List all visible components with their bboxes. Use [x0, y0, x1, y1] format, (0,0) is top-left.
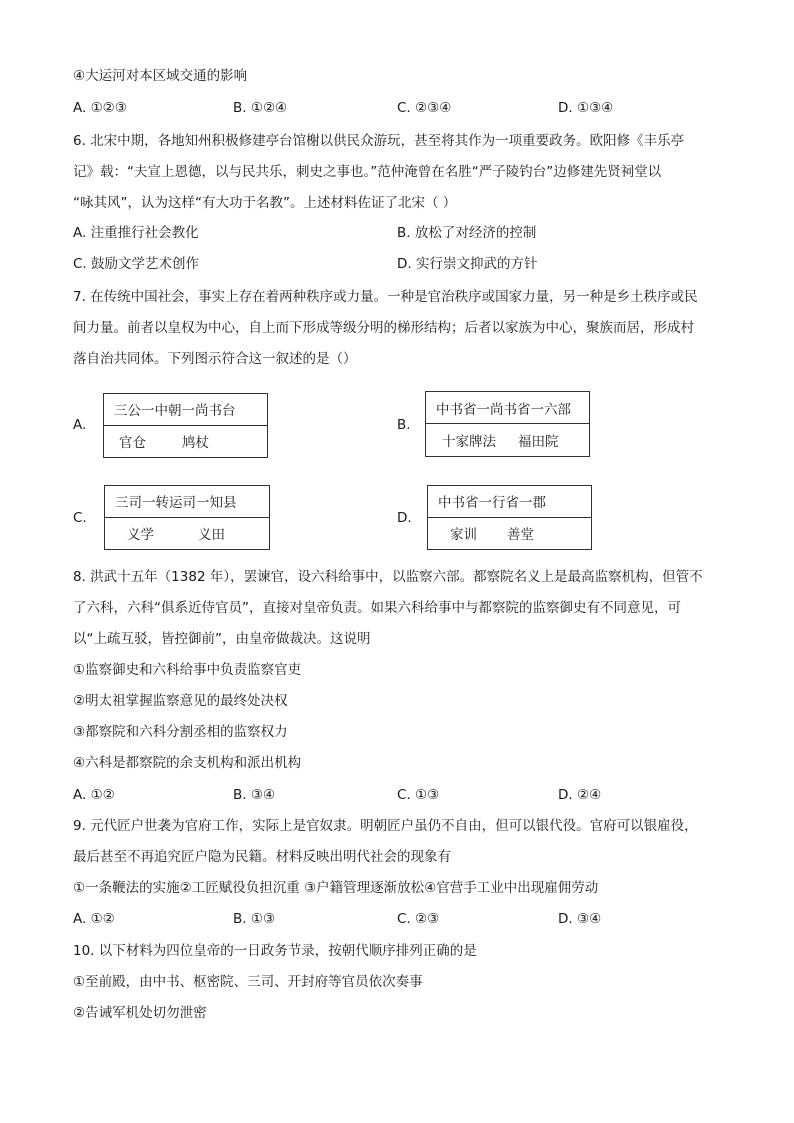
q7-d-item-1: 家训 — [450, 527, 477, 544]
q7-a-hierarchy: 三公一中朝一尚书台 — [104, 394, 267, 426]
q7-option-d-diagram — [427, 485, 592, 550]
q7-line-2: 间力量。前者以皇权为中心，自上而下形成等级分明的梯形结构；后者以家族为中心，聚族而居，形成村 — [73, 320, 694, 336]
q5-option-a: A. ①②③ — [73, 100, 127, 116]
q7-c-item-1: 义学 — [127, 527, 154, 544]
q7-option-c-label: C. — [73, 510, 87, 526]
q6-line-1: 6. 北宋中期，各地知州积极修建亭台馆榭以供民众游玩，甚至将其作为一项重要政务。欧阳修《丰乐亭 — [73, 133, 685, 149]
q9-line-2: 最后甚至不再追究匠户隐为民籍。材料反映出明代社会的现象有 — [73, 849, 451, 865]
q7-a-item-2: 鸠杖 — [182, 435, 209, 452]
q6-line-2: 记》载：“夫宣上恩德，以与民共乐，刺史之事也。”范仲淹曾在名胜“严子陵钓台”边修建先贤祠堂以 — [73, 164, 662, 180]
q10-line-3: ②告诫军机处切勿泄密 — [73, 1005, 207, 1021]
q8-item-1: ①监察御史和六科给事中负责监察官吏 — [73, 662, 302, 678]
q8-item-3: ③都察院和六科分割丞相的监察权力 — [73, 724, 288, 740]
q5-option-d: D. ①③④ — [558, 100, 614, 116]
q8-item-4: ④六科是都察院的余支机构和派出机构 — [73, 755, 302, 771]
q9-line-1: 9. 元代匠户世袭为官府工作，实际上是官奴隶。明朝匠户虽仍不自由，但可以银代役。官府可以银雇役， — [73, 818, 698, 834]
q8-option-b: B. ③④ — [233, 787, 276, 803]
q6-option-d: D. 实行崇文抑武的方针 — [397, 256, 538, 272]
q6-option-b: B. 放松了对经济的控制 — [397, 225, 537, 241]
q6-line-3: “咏其风”，认为这样“有大功于名教”。上述材料佐证了北宋（ ） — [73, 195, 457, 211]
q5-option-b: B. ①②④ — [233, 100, 288, 116]
q8-option-c: C. ①③ — [397, 787, 440, 803]
q8-option-d: D. ②④ — [558, 787, 602, 803]
q8-line-1: 8. 洪武十五年（1382 年），罢谏官，设六科给事中，以监察六部。都察院名义上是最高监察机构，但管不 — [73, 569, 703, 585]
q5-item-4: ④大运河对本区域交通的影响 — [73, 68, 248, 84]
q7-option-c-diagram — [104, 485, 270, 550]
q6-option-c: C. 鼓励文学艺术创作 — [73, 256, 200, 272]
q9-line-3: ①一条鞭法的实施②工匠赋役负担沉重 ③户籍管理逐渐放松④官营手工业中出现雇佣劳动 — [73, 880, 599, 896]
q8-line-3: 以“上疏互驳，皆控御前”，由皇帝做裁决。这说明 — [73, 631, 371, 647]
q7-option-b-diagram — [425, 391, 590, 457]
q7-b-hierarchy: 中书省一尚书省一六部 — [426, 392, 589, 424]
q7-d-hierarchy: 中书省一行省一郡 — [428, 486, 591, 518]
q7-line-3: 落自治共同体。下列图示符合这一叙述的是（） — [73, 351, 357, 367]
q6-option-a: A. 注重推行社会教化 — [73, 225, 199, 241]
q7-option-a-label: A. — [73, 417, 87, 433]
q9-option-c: C. ②③ — [397, 911, 440, 927]
q7-d-item-2: 善堂 — [507, 527, 534, 544]
q7-option-d-label: D. — [397, 510, 412, 526]
q5-option-c: C. ②③④ — [397, 100, 452, 116]
q7-b-item-1: 十家牌法 — [442, 434, 496, 450]
q9-option-a: A. ①② — [73, 911, 115, 927]
q7-option-b-label: B. — [397, 417, 411, 433]
q7-line-1: 7. 在传统中国社会，事实上存在着两种秩序或力量。一种是官治秩序或国家力量，另一种是乡土秩序或民 — [73, 289, 698, 305]
q7-a-item-1: 官仓 — [119, 435, 146, 452]
q9-option-d: D. ③④ — [558, 911, 602, 927]
q8-item-2: ②明太祖掌握监察意见的最终处决权 — [73, 693, 288, 709]
q7-option-a-diagram — [103, 393, 268, 458]
q8-option-a: A. ①② — [73, 787, 115, 803]
q8-line-2: 了六科，六科“俱系近侍官员”，直接对皇帝负责。如果六科给事中与都察院的监察御史有不同意见，可 — [73, 600, 681, 616]
q10-line-2: ①至前殿，由中书、枢密院、三司、开封府等官员依次奏事 — [73, 974, 423, 990]
q7-c-hierarchy: 三司一转运司一知县 — [105, 486, 269, 518]
q10-line-1: 10. 以下材料为四位皇帝的一日政务节录，按朝代顺序排列正确的是 — [73, 943, 477, 959]
q7-b-item-2: 福田院 — [518, 434, 559, 450]
q7-c-item-2: 义田 — [198, 527, 225, 544]
q9-option-b: B. ①③ — [233, 911, 276, 927]
